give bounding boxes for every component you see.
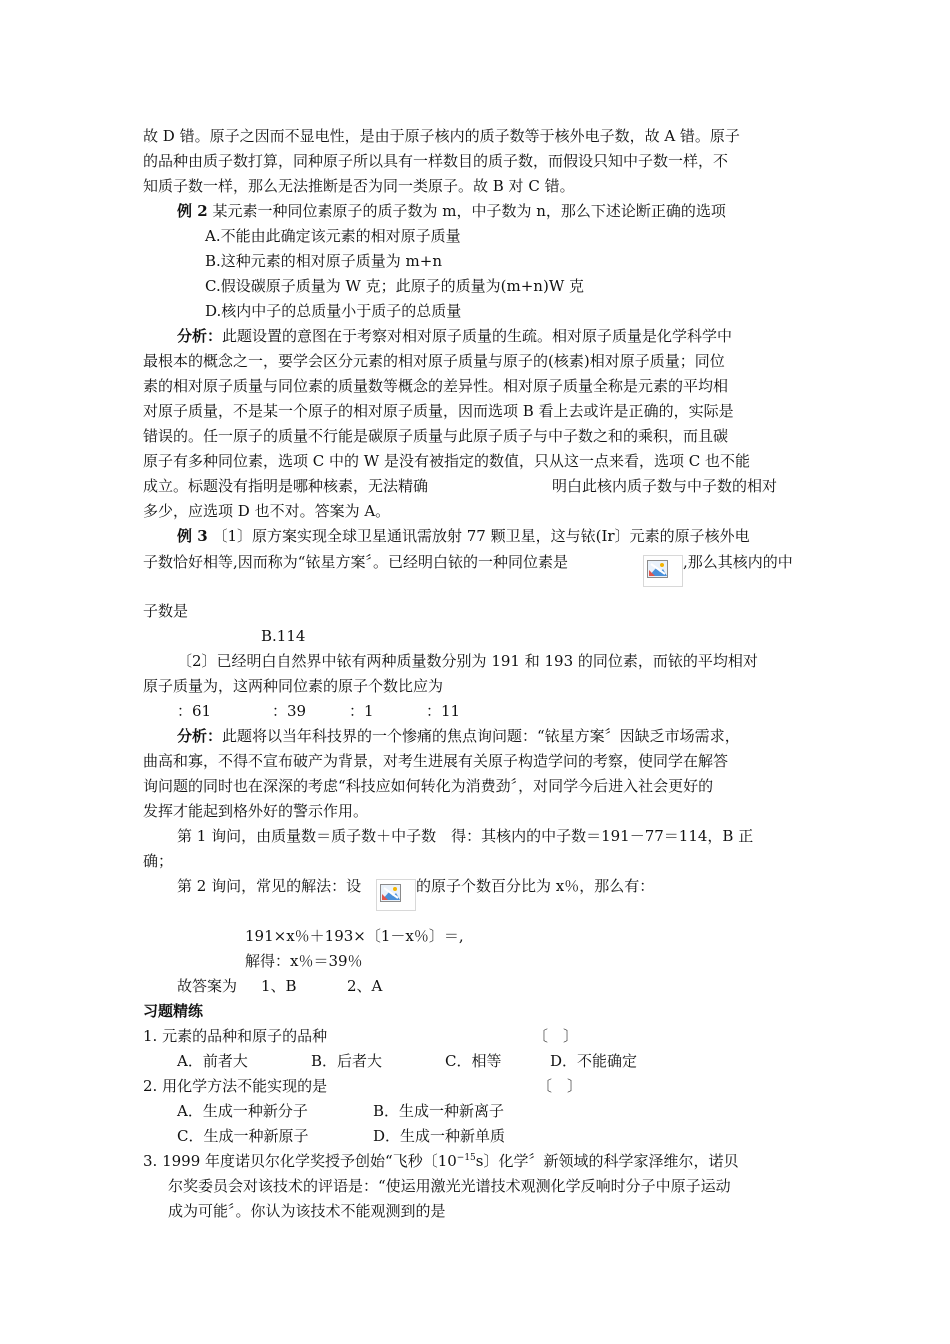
analysis-line: 多少，应选项 D 也不对。答案为 A。 [143, 502, 391, 520]
example-2-label: 例 2 [177, 202, 208, 220]
example-3-question: 例 3 〔1〕原方案实现全球卫星通讯需放射 77 颗卫星，这与铱(Ir〕元素的原子核外电 [177, 527, 750, 545]
paragraph-line: 故 D 错。原子之因而不显电性，是由于原子核内的质子数等于核外电子数，故 A 错。原子 [143, 127, 740, 145]
exercise-3-line: 尔奖委员会对该技术的评语是：“使运用激光光谱技术观测化学反响时分子中原子运动 [168, 1177, 731, 1195]
example-3-option: ：1 [349, 702, 374, 720]
analysis-line: 最根本的概念之一，要学会区分元素的相对原子质量与原子的(核素)相对原子质量；同位 [143, 352, 725, 370]
isotope-image [643, 555, 683, 587]
example-3-option: ：11 [426, 702, 461, 720]
equation: 解得：x％＝39％ [245, 952, 363, 970]
exercise-2-option: B．生成一种新离子 [373, 1102, 505, 1120]
exercise-2-option: D．生成一种新单质 [373, 1127, 506, 1145]
exercise-1-option: D．不能确定 [550, 1052, 638, 1070]
solution-step-1: 确； [143, 852, 174, 870]
exercise-2-option: A．生成一种新分子 [177, 1102, 308, 1120]
broken-image-icon [647, 560, 677, 582]
analysis-line: 询问题的同时也在深深的考虑“科技应如何转化为消费劲〞，对同学今后进入社会更好的 [143, 777, 714, 795]
solution-step-2: 第 2 询问，常见的解法：设 [177, 877, 362, 895]
solution-step-2-continued: 的原子个数百分比为 x％，那么有： [416, 877, 655, 895]
analysis-label: 分析： [177, 327, 223, 345]
isotope-image [376, 879, 416, 911]
example-3-part2: 原子质量为，这两种同位素的原子个数比应为 [143, 677, 444, 695]
example-3-label: 例 3 [177, 527, 208, 545]
answer-label: 故答案为 [177, 977, 238, 995]
example-2-text: 某元素一种同位素原子的质子数为 m，中子数为 n，那么下述论断正确的选项 [212, 202, 726, 220]
example-2-question [177, 201, 726, 221]
example-3-part2: 〔2〕已经明白自然界中铱有两种质量数分别为 191 和 193 的同位素，而铱的平均相对 [177, 652, 758, 670]
analysis-line: 分析：此题设置的意图在于考察对相对原子质量的生疏。相对原子质量是化学科学中 [177, 327, 733, 345]
example-3-option: ：61 [177, 702, 212, 720]
example-3-line: 子数恰好相等,因而称为“铱星方案〞。已经明白铱的一种同位素是 [143, 553, 568, 571]
analysis-line: 对原子质量，不是某一个原子的相对原子质量，因而选项 B 看上去或许是正确的，实际是 [143, 402, 734, 420]
example-3-line-continued: ,那么其核内的中 [683, 553, 793, 571]
paragraph-line: 的品种由质子数打算，同种原子所以具有一样数目的质子数，而假设只知中子数一样，不 [143, 152, 729, 170]
paragraph-line: 知质子数一样，那么无法推断是否为同一类原子。故 B 对 C 错。 [143, 177, 575, 195]
exercise-3: 3. 1999 年度诺贝尔化学奖授予创始“飞秒〔$10^{-15}s$〕化学〞新领域的科学家泽维尔，诺贝 [143, 1152, 739, 1170]
example-3-line: 子数是 [143, 602, 189, 620]
exercise-1: 1. 元素的品种和原子的品种 [143, 1027, 328, 1045]
exercise-2: 2. 用化学方法不能实现的是 [143, 1077, 328, 1095]
example-3-option: B.114 [261, 627, 306, 645]
option-d: D.核内中子的总质量小于质子的总质量 [205, 302, 462, 320]
answer-value: 2、A [347, 977, 383, 995]
exercise-3-line: 成为可能〞。你认为该技术不能观测到的是 [168, 1202, 446, 1220]
analysis-line: 曲高和寡，不得不宣布破产为背景，对考生进展有关原子构造学问的考察，使同学在解答 [143, 752, 729, 770]
broken-image-icon [380, 884, 410, 906]
option-a: A.不能由此确定该元素的相对原子质量 [205, 227, 461, 245]
equation: 191×x％＋193×〔1－x％〕＝, [245, 927, 464, 945]
section-title: 习题精练 [143, 1002, 204, 1020]
analysis-label: 分析： [177, 727, 223, 745]
option-c: C.假设碳原子质量为 W 克；此原子的质量为(m+n)W 克 [205, 277, 585, 295]
exercise-1-option: A．前者大 [177, 1052, 248, 1070]
analysis-line: 成立。标题没有指明是哪种核素，无法精确 [143, 477, 429, 495]
exponent: −15 [456, 1153, 476, 1163]
analysis-line: 原子有多种同位素，选项 C 中的 W 是没有被指定的数值，只从这一点来看，选项 C 也不能 [143, 452, 750, 470]
option-b: B.这种元素的相对原子质量为 m+n [205, 252, 443, 270]
exercise-2-option: C．生成一种新原子 [177, 1127, 309, 1145]
analysis-line: 发挥才能起到格外好的警示作用。 [143, 802, 369, 820]
answer-value: 1、B [261, 977, 297, 995]
exercise-1-option: B．后者大 [311, 1052, 383, 1070]
solution-step-1: 第 1 询问，由质量数＝质子数＋中子数 得：其核内的中子数＝191－77＝114，B 正 [177, 827, 754, 845]
example-3-option: ：39 [272, 702, 307, 720]
exercise-1-option: C．相等 [445, 1052, 502, 1070]
analysis-line: 素的相对原子质量与同位素的质量数等概念的差异性。相对原子质量全称是元素的平均相 [143, 377, 729, 395]
analysis-line: 错误的。任一原子的质量不行能是碳原子质量与此原子质子与中子数之和的乘积，而且碳 [143, 427, 729, 445]
answer-bracket: 〔 〕 [537, 1077, 583, 1095]
analysis-line-continued: 明白此核内质子数与中子数的相对 [552, 477, 778, 495]
analysis-line: 分析：此题将以当年科技界的一个惨痛的焦点询问题：“铱星方案〞因缺乏市场需求， [177, 727, 740, 745]
answer-bracket: 〔 〕 [533, 1027, 579, 1045]
